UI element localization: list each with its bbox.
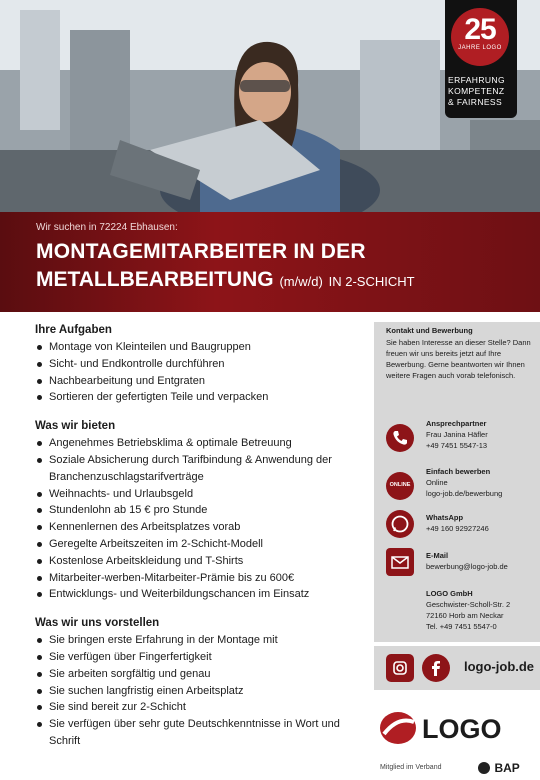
list-item: Angenehmes Betriebsklima & optimale Betreuung: [35, 435, 370, 452]
list-item: Sie bringen erste Erfahrung in der Montage mit: [35, 632, 370, 649]
company-street: Geschwister-Scholl-Str. 2: [426, 600, 511, 609]
list-item: Sicht- und Endkontrolle durchführen: [35, 356, 370, 373]
instagram-icon[interactable]: [386, 654, 414, 682]
whatsapp-icon[interactable]: [386, 510, 414, 538]
facebook-icon[interactable]: [422, 654, 450, 682]
list-item: Stundenlohn ab 15 € pro Stunde: [35, 502, 370, 519]
email-address[interactable]: bewerbung@logo-job.de: [426, 562, 508, 571]
logo-wordmark: LOGO: [422, 714, 502, 744]
contact-heading: Kontakt und Bewerbung: [386, 326, 473, 335]
list-item: Sie verfügen über Fingerfertigkeit: [35, 649, 370, 666]
section-heading-tasks: Ihre Aufgaben: [35, 324, 112, 336]
list-item: Montage von Kleinteilen und Baugruppen: [35, 339, 370, 356]
contact-intro: Sie haben Interesse an dieser Stelle? Dann freuen wir uns bereits jetzt auf Ihre Bewerbung. Gerne beantworten wir Ihnen weitere Fragen auch vorab telefonisch.: [386, 338, 531, 380]
location-lead: Wir suchen in 72224 Ebhausen:: [36, 222, 178, 233]
online-url[interactable]: logo-job.de/bewerbung: [426, 489, 503, 498]
badge-line-3: & FAIRNESS: [448, 97, 503, 107]
list-item: Kennenlernen des Arbeitsplatzes vorab: [35, 519, 370, 536]
bap-text: BAP: [494, 760, 520, 775]
list-item: Sie verfügen über sehr gute Deutschkenntnisse in Wort und Schrift: [35, 716, 370, 750]
whatsapp-label: WhatsApp: [426, 513, 464, 522]
phone-icon: [386, 424, 414, 452]
member-note: Mitglied im Verband: [380, 764, 442, 771]
badge-subtitle: JAHRE LOGO: [458, 45, 502, 51]
contact-person: [426, 418, 488, 451]
list-item: Sie suchen langfristig einen Arbeitsplatz: [35, 683, 370, 700]
list-item: Geregelte Arbeitszeiten im 2-Schicht-Modell: [35, 536, 370, 553]
tasks-list: [35, 339, 370, 406]
company-city: 72160 Horb am Neckar: [426, 611, 504, 620]
section-heading-profile: Was wir uns vorstellen: [35, 617, 160, 630]
list-item: Mitarbeiter-werben-Mitarbeiter-Prämie bis zu 600€: [35, 570, 370, 587]
bap-logo-mark: [478, 762, 490, 774]
list-item: Entwicklungs- und Weiterbildungschancen im Einsatz: [35, 586, 370, 603]
badge-number: 25: [464, 13, 496, 46]
whatsapp-number[interactable]: +49 160 92927246: [426, 524, 489, 533]
job-title-line1: MONTAGEMITARBEITER IN DER: [36, 240, 366, 263]
list-item: Sie arbeiten sorgfältig und genau: [35, 666, 370, 683]
social-bar: [374, 646, 540, 690]
email-label: E-Mail: [426, 551, 449, 560]
section-heading-offer: Was wir bieten: [35, 420, 116, 433]
company-name: LOGO GmbH: [426, 589, 473, 598]
website-link[interactable]: logo-job.de: [464, 659, 535, 674]
list-item: Weihnachts- und Urlaubsgeld: [35, 486, 370, 503]
online-icon-label: ONLINE: [389, 482, 411, 488]
job-title-line2: [36, 268, 415, 292]
bap-logo: [478, 759, 520, 777]
contact-person-phone[interactable]: +49 7451 5547-13: [426, 441, 488, 450]
list-item: Kostenlose Arbeitskleidung und T-Shirts: [35, 553, 370, 570]
badge-line-2: KOMPETENZ: [448, 86, 505, 96]
contact-panel: [374, 322, 540, 642]
contact-whatsapp: [426, 512, 489, 534]
online-line2: Online: [426, 478, 448, 487]
online-label: Einfach bewerben: [426, 467, 491, 476]
job-title-main: METALLBEARBEITUNG: [36, 268, 274, 291]
badge-circle: [451, 8, 509, 66]
footer: [0, 756, 540, 780]
profile-list: [35, 632, 370, 750]
title-banner: [0, 212, 540, 312]
list-item: Sie sind bereit zur 2-Schicht: [35, 699, 370, 716]
contact-person-name: Frau Janina Häfler: [426, 430, 488, 439]
company-logo: [378, 706, 528, 750]
list-item: Nachbearbeitung und Entgraten: [35, 373, 370, 390]
contact-person-label: Ansprechpartner: [426, 419, 487, 428]
mail-icon[interactable]: [386, 548, 414, 576]
online-apply-icon[interactable]: [386, 472, 414, 500]
shift-note: IN 2-SCHICHT: [328, 274, 415, 289]
company-phone[interactable]: Tel. +49 7451 5547-0: [426, 622, 497, 631]
job-details: [35, 324, 370, 764]
anniversary-badge: [445, 0, 517, 118]
contact-email: [426, 550, 508, 572]
list-item: Soziale Absicherung durch Tarifbindung & Anwendung der Branchenzuschlagstarifverträge: [35, 452, 370, 486]
company-address: [426, 588, 510, 632]
contact-online: [426, 466, 502, 499]
badge-line-1: ERFAHRUNG: [448, 75, 505, 85]
offer-list: [35, 435, 370, 603]
gender-note: (m/w/d): [279, 274, 323, 289]
list-item: Sortieren der gefertigten Teile und verpacken: [35, 389, 370, 406]
